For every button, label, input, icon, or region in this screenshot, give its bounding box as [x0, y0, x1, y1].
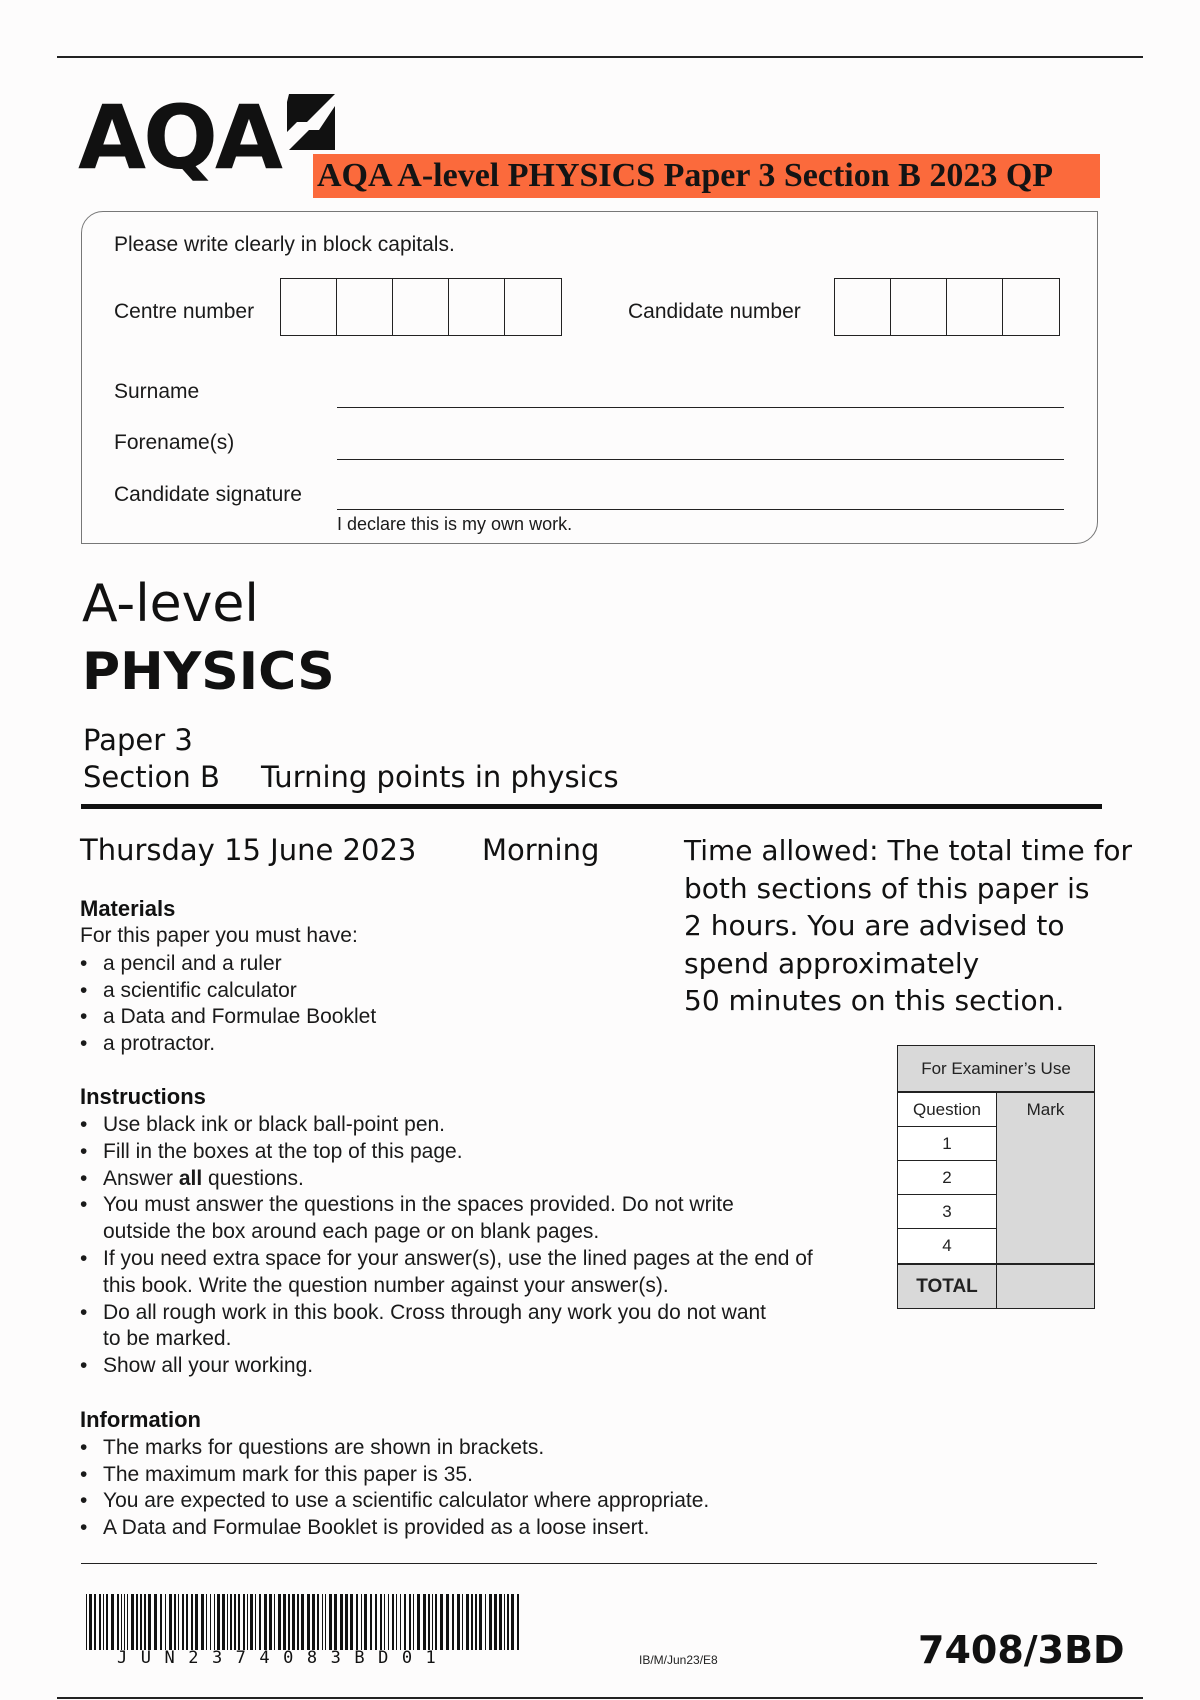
total-mark-cell[interactable]: [996, 1264, 1095, 1309]
aqa-logo: [78, 86, 348, 189]
list-item-continuation: to be marked.: [103, 1327, 232, 1351]
instructions-heading: Instructions: [80, 1084, 206, 1109]
examiner-use-table: [897, 1045, 1095, 1310]
list-item: • Answer all questions.: [80, 1166, 813, 1193]
list-item: • The marks for questions are shown in brackets.: [80, 1435, 709, 1462]
list-item: • If you need extra space for your answer(s), use the lined pages at the end of: [80, 1246, 813, 1273]
instructions-list: [80, 1112, 813, 1380]
time-allowed-line: spend approximately: [684, 946, 980, 980]
level-title: A-level: [82, 574, 259, 634]
top-rule: [57, 56, 1143, 58]
signature-label: Candidate signature: [114, 483, 302, 506]
question-number-cell: 3: [897, 1194, 997, 1229]
time-allowed-line: 2 hours. You are advised to: [684, 909, 1065, 942]
question-number-cell: 4: [897, 1228, 997, 1264]
centre-number-boxes[interactable]: [280, 278, 562, 336]
signature-line[interactable]: [337, 509, 1064, 510]
list-item-continuation: outside the box around each page or on blank pages.: [103, 1220, 600, 1244]
information-heading: Information: [80, 1407, 201, 1432]
question-column-header: Question: [897, 1092, 997, 1127]
list-item: • a protractor.: [80, 1031, 376, 1058]
list-item: • The maximum mark for this paper is 35.: [80, 1462, 709, 1489]
time-allowed: [684, 832, 1133, 1020]
banner-text: AQA A-level PHYSICS Paper 3 Section B 2023 QP: [317, 157, 1054, 194]
time-allowed-line: Time allowed: The total time for: [684, 834, 1133, 867]
candidate-digit-box[interactable]: [947, 279, 1003, 335]
question-number-cell: 1: [897, 1126, 997, 1161]
materials-heading: Materials: [80, 896, 176, 921]
section-label: Section B: [83, 760, 220, 794]
exam-session: Morning: [482, 833, 600, 867]
candidate-number-boxes[interactable]: [834, 278, 1060, 336]
centre-digit-box[interactable]: [337, 279, 393, 335]
list-item: • Use black ink or black ball-point pen.: [80, 1112, 813, 1139]
candidate-digit-box[interactable]: [891, 279, 947, 335]
candidate-digit-box[interactable]: [835, 279, 891, 335]
question-number-cell: 2: [897, 1160, 997, 1195]
total-label-cell: TOTAL: [897, 1264, 997, 1309]
materials-intro: For this paper you must have:: [80, 924, 358, 947]
forenames-line[interactable]: [337, 459, 1064, 460]
time-allowed-line: 50 minutes on this section.: [684, 984, 1065, 1017]
list-item: • Do all rough work in this book. Cross through any work you do not want: [80, 1300, 813, 1327]
candidate-number-label: Candidate number: [628, 300, 801, 323]
barcode-icon: [86, 1594, 522, 1650]
subject-title: PHYSICS: [82, 642, 335, 702]
list-item: • Fill in the boxes at the top of this page.: [80, 1139, 813, 1166]
centre-digit-box[interactable]: [449, 279, 505, 335]
paper-number: Paper 3: [83, 723, 193, 757]
footer-rule: [81, 1563, 1097, 1564]
centre-digit-box[interactable]: [393, 279, 449, 335]
title-banner: [313, 154, 1100, 198]
block-capitals-instruction: Please write clearly in block capitals.: [114, 233, 455, 256]
centre-number-label: Centre number: [114, 300, 255, 323]
mark-column: Mark: [996, 1092, 1095, 1264]
list-item: • a Data and Formulae Booklet: [80, 1004, 376, 1031]
forenames-label: Forename(s): [114, 431, 235, 454]
materials-list: [80, 951, 376, 1057]
list-item-continuation: this book. Write the question number against your answer(s).: [103, 1273, 669, 1297]
bottom-rule: [57, 1697, 1143, 1699]
declaration-text: I declare this is my own work.: [337, 514, 573, 534]
examiner-table-title: For Examiner’s Use: [897, 1045, 1095, 1092]
section-topic: Turning points in physics: [261, 760, 619, 794]
candidate-digit-box[interactable]: [1003, 279, 1059, 335]
time-allowed-line: both sections of this paper is: [684, 871, 1090, 905]
title-divider: [81, 804, 1102, 809]
list-item: • You must answer the questions in the spaces provided. Do not write: [80, 1192, 813, 1219]
list-item: • a pencil and a ruler: [80, 951, 376, 978]
logo-mark-icon: [283, 92, 337, 152]
information-list: [80, 1435, 709, 1541]
exam-date: Thursday 15 June 2023: [80, 833, 417, 867]
surname-label: Surname: [114, 380, 200, 403]
list-item: • Show all your working.: [80, 1353, 813, 1380]
barcode-number: JUN2374083BD01: [117, 1648, 450, 1668]
list-item: • You are expected to use a scientific calculator where appropriate.: [80, 1488, 709, 1515]
paper-reference: IB/M/Jun23/E8: [639, 1653, 718, 1667]
centre-digit-box[interactable]: [281, 279, 337, 335]
list-item: • a scientific calculator: [80, 978, 376, 1005]
centre-digit-box[interactable]: [505, 279, 561, 335]
paper-code: 7408/3BD: [918, 1628, 1125, 1672]
surname-line[interactable]: [337, 407, 1064, 408]
list-item: • A Data and Formulae Booklet is provided as a loose insert.: [80, 1515, 709, 1542]
logo-text: AQA: [78, 86, 281, 189]
